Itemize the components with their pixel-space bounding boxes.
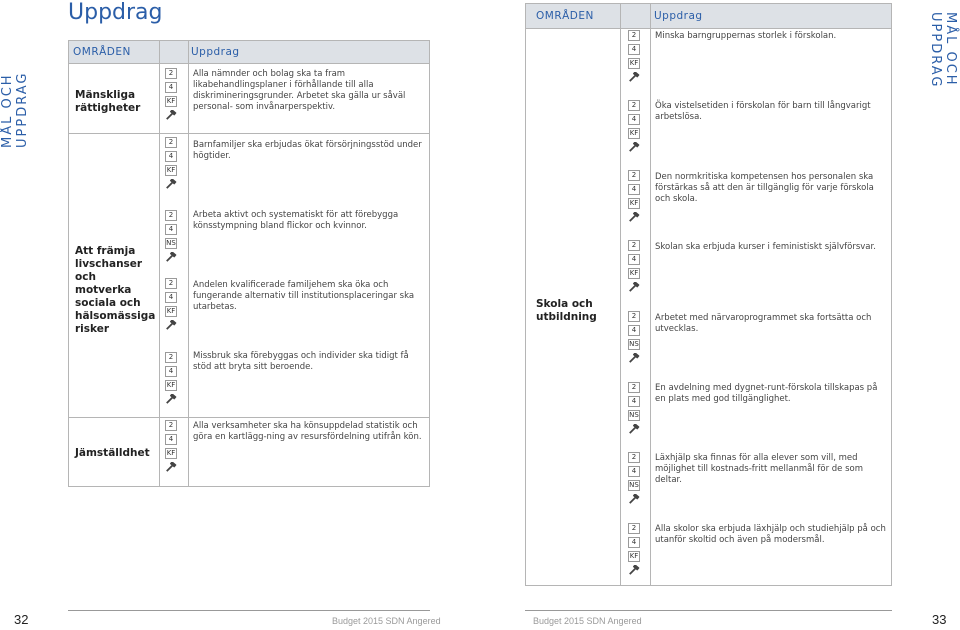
task-codes xyxy=(165,420,181,474)
code-badge: 4 xyxy=(628,184,640,195)
code-badge: 4 xyxy=(628,537,640,548)
page-number-right: 33 xyxy=(932,612,947,627)
code-badge: 4 xyxy=(165,82,177,93)
code-badge: 2 xyxy=(165,137,177,148)
code-badge: KF xyxy=(166,97,176,105)
code-badge: NS xyxy=(166,239,176,247)
hammer-icon xyxy=(628,565,640,577)
task-codes xyxy=(628,100,644,154)
code-badge: 4 xyxy=(165,224,177,235)
code-badge: 2 xyxy=(165,278,177,289)
task-codes xyxy=(628,30,644,84)
footer-rule-right xyxy=(525,610,892,611)
hammer-icon xyxy=(628,494,640,506)
task-text: Alla nämnder och bolag ska ta fram likabehandlingsplaner i förhållande till alla diskrimineringsgrunder. Arbetet ska gälla ur såväl personal- som invånarperspektiv. xyxy=(193,69,406,112)
task-text: En avdelning med dygnet-runt-förskola tillskapas på en plats med god tillgänglighet. xyxy=(655,383,878,404)
code-badge: 2 xyxy=(628,100,640,111)
code-badge: 2 xyxy=(628,452,640,463)
left-header-uppdrag: Uppdrag xyxy=(191,46,240,58)
hammer-icon xyxy=(165,462,177,474)
task-text: Skolan ska erbjuda kurser i feministiskt självförsvar. xyxy=(655,242,876,252)
page-number-left: 32 xyxy=(14,612,29,627)
code-badge: 4 xyxy=(628,396,640,407)
area-manskliga-rattigheter: Mänskliga rättigheter xyxy=(75,89,141,114)
task-text: Arbeta aktivt och systematiskt för att förebygga könsstympning bland flickor och kvinnor. xyxy=(193,210,399,231)
task-text: Den normkritiska kompetensen hos personalen ska förstärkas så att den är tillgänglig för varje förskola och skola. xyxy=(655,172,874,204)
task-codes xyxy=(628,311,644,365)
code-badge: 2 xyxy=(628,240,640,251)
code-badge: KF xyxy=(166,381,176,389)
code-badge: NS xyxy=(629,340,639,348)
task-text: Öka vistelsetiden i förskolan för barn till långvarigt arbetslösa. xyxy=(655,101,871,122)
area-livschanser: Att främja livschanser och motverka sociala och hälsomässiga risker xyxy=(75,245,156,335)
hammer-icon xyxy=(165,252,177,264)
task-codes xyxy=(628,382,644,436)
code-badge: 4 xyxy=(165,292,177,303)
code-badge: 4 xyxy=(628,44,640,55)
code-badge: 4 xyxy=(628,466,640,477)
page-title: Uppdrag xyxy=(68,0,163,25)
code-badge: NS xyxy=(629,411,639,419)
code-badge: 4 xyxy=(628,114,640,125)
task-codes xyxy=(165,68,181,122)
hammer-icon xyxy=(165,394,177,406)
code-badge: 4 xyxy=(628,325,640,336)
side-label-left: MÅL OCH UPPDRAG xyxy=(0,71,30,148)
footer-budget-left: Budget 2015 SDN Angered xyxy=(332,616,441,626)
right-table xyxy=(525,3,892,586)
task-text: Andelen kvalificerade familjehem ska öka och fungerande alternativ till institutionsplaceringar ska utarbetas. xyxy=(193,280,415,312)
hammer-icon xyxy=(165,110,177,122)
task-codes xyxy=(628,452,644,506)
left-header-omraden: OMRÅDEN xyxy=(73,46,131,58)
code-badge: 2 xyxy=(628,311,640,322)
code-badge: KF xyxy=(629,129,639,137)
code-badge: NS xyxy=(629,481,639,489)
code-badge: 2 xyxy=(628,523,640,534)
task-text: Läxhjälp ska finnas för alla elever som vill, med möjlighet till kostnads-fritt mellanmål för de som deltar. xyxy=(655,453,864,485)
task-codes xyxy=(628,170,644,224)
hammer-icon xyxy=(165,179,177,191)
code-badge: 2 xyxy=(628,170,640,181)
code-badge: KF xyxy=(166,449,176,457)
code-badge: 4 xyxy=(628,254,640,265)
code-badge: KF xyxy=(629,59,639,67)
hammer-icon xyxy=(628,212,640,224)
code-badge: 2 xyxy=(165,420,177,431)
area-skola-och-utbildning: Skola och utbildning xyxy=(536,298,597,323)
task-codes xyxy=(165,352,181,406)
right-header-omraden: OMRÅDEN xyxy=(536,10,594,22)
hammer-icon xyxy=(628,424,640,436)
task-codes xyxy=(628,240,644,294)
area-jamstalldhet: Jämställdhet xyxy=(75,447,150,459)
code-badge: 2 xyxy=(628,30,640,41)
hammer-icon xyxy=(628,72,640,84)
code-badge: KF xyxy=(166,166,176,174)
task-text: Alla verksamheter ska ha könsuppdelad statistik och göra en kartlägg-ning av resursfördelning utifrån kön. xyxy=(193,421,422,442)
code-badge: 2 xyxy=(165,68,177,79)
hammer-icon xyxy=(165,320,177,332)
code-badge: KF xyxy=(629,199,639,207)
task-text: Barnfamiljer ska erbjudas ökat försörjningsstöd under högtider. xyxy=(193,140,422,161)
code-badge: 4 xyxy=(165,151,177,162)
code-badge: KF xyxy=(629,269,639,277)
footer-budget-right: Budget 2015 SDN Angered xyxy=(533,616,642,626)
code-badge: 2 xyxy=(165,352,177,363)
hammer-icon xyxy=(628,353,640,365)
code-badge: KF xyxy=(166,307,176,315)
task-text: Minska barngruppernas storlek i förskolan. xyxy=(655,31,837,41)
code-badge: 2 xyxy=(628,382,640,393)
hammer-icon xyxy=(628,282,640,294)
code-badge: KF xyxy=(629,552,639,560)
task-codes xyxy=(165,278,181,332)
code-badge: 4 xyxy=(165,366,177,377)
footer-rule-left xyxy=(68,610,430,611)
hammer-icon xyxy=(628,142,640,154)
task-text: Alla skolor ska erbjuda läxhjälp och studiehjälp på och utanför skoltid och även på modersmål. xyxy=(655,524,886,545)
task-text: Missbruk ska förebyggas och individer ska tidigt få stöd att bryta sitt beroende. xyxy=(193,351,409,372)
task-text: Arbetet med närvaroprogrammet ska fortsätta och utvecklas. xyxy=(655,313,872,334)
side-label-right: MÅL OCH UPPDRAG xyxy=(928,12,958,89)
task-codes xyxy=(628,523,644,577)
code-badge: 4 xyxy=(165,434,177,445)
right-header-uppdrag: Uppdrag xyxy=(654,10,703,22)
code-badge: 2 xyxy=(165,210,177,221)
task-codes xyxy=(165,137,181,191)
task-codes xyxy=(165,210,181,264)
